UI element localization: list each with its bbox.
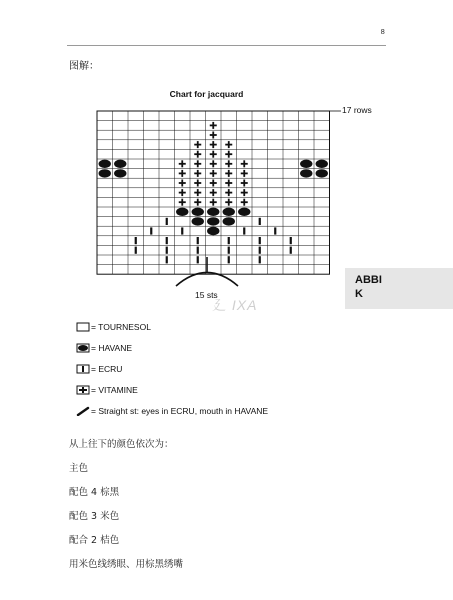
legend-text: = ECRU xyxy=(91,364,123,374)
legend-item-tournesol xyxy=(76,321,151,333)
side-tab-line-2: K xyxy=(355,288,363,300)
bar-stitch xyxy=(135,247,137,254)
diagram-heading: 图解： xyxy=(69,61,99,72)
oval-stitch xyxy=(300,169,312,177)
embroidery-note: 用米色线绣眼、用棕黑绣嘴 xyxy=(69,559,184,570)
oval-stitch xyxy=(223,208,235,216)
legend-item-straight-stitch xyxy=(76,405,268,417)
bar-stitch xyxy=(150,227,152,234)
legend-text: = VITAMINE xyxy=(91,385,138,395)
bar-stitch xyxy=(166,218,168,225)
watermark: ⼵ IXA xyxy=(212,297,258,313)
oval-stitch xyxy=(99,160,111,168)
oval-stitch xyxy=(316,169,328,177)
bar-stitch xyxy=(166,237,168,244)
oval-stitch xyxy=(238,208,250,216)
bar-stitch xyxy=(166,247,168,254)
bar-stitch xyxy=(228,247,230,254)
plus-icon xyxy=(76,385,90,395)
oval-stitch xyxy=(192,208,204,216)
color-order-note: 从上往下的颜色依次为： xyxy=(69,439,174,450)
page-number: 8 xyxy=(380,28,385,36)
bar-stitch xyxy=(181,227,183,234)
oval-icon xyxy=(76,343,90,353)
bar-stitch xyxy=(135,237,137,244)
oval-stitch xyxy=(207,217,219,225)
bar-stitch xyxy=(228,237,230,244)
bar-stitch xyxy=(197,247,199,254)
legend-item-ecru xyxy=(76,363,122,375)
color-4-note: 配色 4 棕黑 xyxy=(69,487,120,498)
oval-stitch xyxy=(176,208,188,216)
oval-stitch xyxy=(207,208,219,216)
bar-stitch xyxy=(197,237,199,244)
oval-stitch xyxy=(316,160,328,168)
legend-text: = TOURNESOL xyxy=(91,322,151,332)
chart-title: Chart for jacquard xyxy=(169,89,244,99)
bar-stitch xyxy=(197,256,199,263)
bar-stitch xyxy=(259,218,261,225)
side-tab-line-1: ABBI xyxy=(355,274,382,286)
empty-square-icon xyxy=(76,322,90,332)
bar-stitch xyxy=(166,256,168,263)
bar-stitch xyxy=(274,227,276,234)
legend-item-vitamine xyxy=(76,384,138,396)
bar-stitch xyxy=(228,256,230,263)
color-2-note: 配合 2 桔色 xyxy=(69,535,120,546)
bar-icon xyxy=(76,364,90,374)
oval-stitch xyxy=(114,169,126,177)
color-3-note: 配色 3 米色 xyxy=(69,511,120,522)
bar-stitch xyxy=(259,256,261,263)
bar-stitch xyxy=(243,227,245,234)
oval-stitch xyxy=(192,217,204,225)
stitches-label: 15 sts xyxy=(195,290,218,300)
legend-item-havane xyxy=(76,342,132,354)
oval-stitch xyxy=(114,160,126,168)
oval-stitch xyxy=(223,217,235,225)
oval-stitch xyxy=(300,160,312,168)
bar-stitch xyxy=(290,237,292,244)
legend-text: = HAVANE xyxy=(91,343,133,353)
slash-icon xyxy=(76,406,90,416)
bar-stitch xyxy=(259,237,261,244)
side-tab xyxy=(345,268,453,309)
bar-stitch xyxy=(290,247,292,254)
oval-stitch xyxy=(207,227,219,235)
rows-label: 17 rows xyxy=(342,105,372,115)
main-color-note: 主色 xyxy=(69,463,89,474)
legend-text: = Straight st: eyes in ECRU, mouth in HAVANE xyxy=(91,406,269,416)
oval-stitch xyxy=(99,169,111,177)
bar-stitch xyxy=(259,247,261,254)
